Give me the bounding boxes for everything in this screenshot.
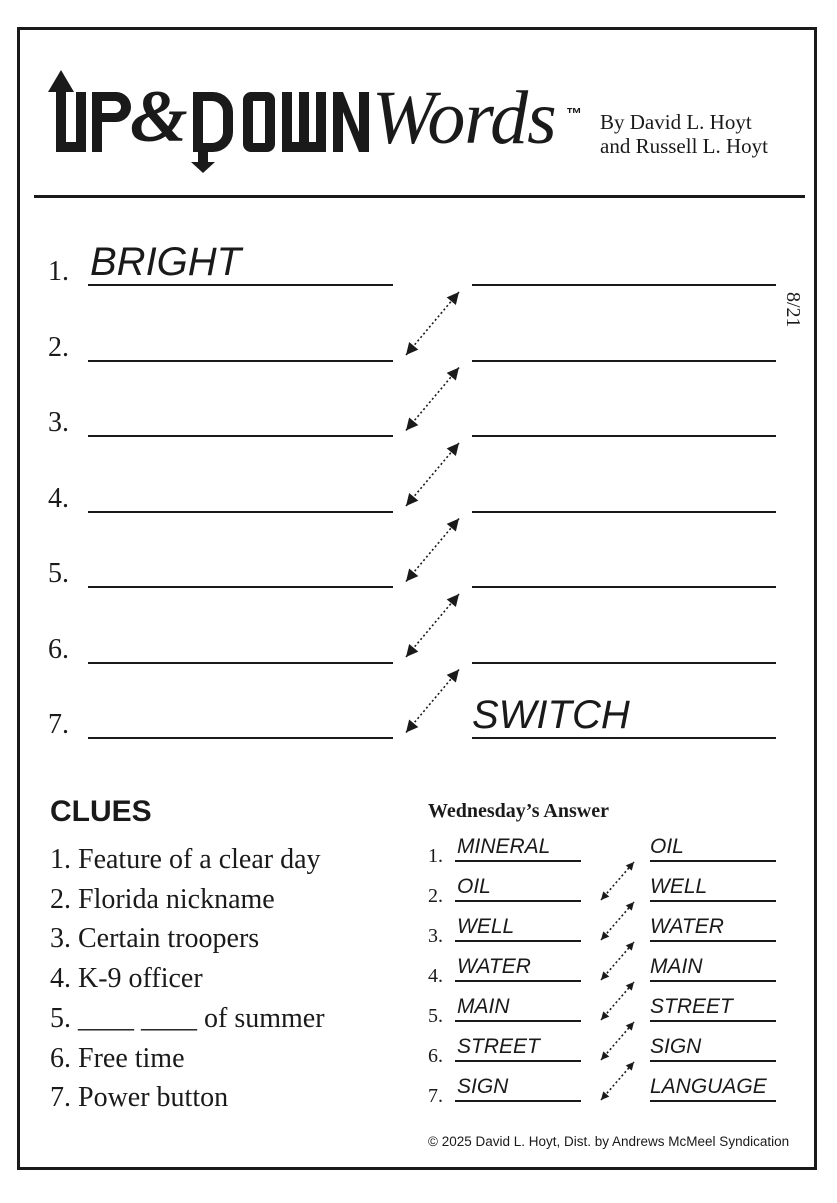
- answer-word-right: MAIN: [650, 955, 703, 978]
- row-number: 3.: [48, 407, 69, 438]
- answer-row-number: 4.: [428, 965, 443, 987]
- logo-ampersand: &: [130, 76, 188, 158]
- answer-word-left: MINERAL: [457, 835, 551, 858]
- row-number: 4.: [48, 482, 69, 514]
- answer-word-left: SIGN: [457, 1075, 509, 1098]
- answer-row-number: 6.: [428, 1045, 443, 1067]
- answer-word-right: WELL: [650, 875, 708, 898]
- clue-item: 4. K-9 officer: [50, 963, 203, 995]
- clue-item: 2. Florida nickname: [50, 883, 275, 915]
- answer-word-right: WATER: [650, 915, 724, 938]
- previous-answer-title: Wednesday’s Answer: [428, 800, 609, 822]
- diagonal-arrow-icon: [601, 982, 634, 1020]
- clue-item: 5. ____ ____ of summer: [50, 1002, 325, 1034]
- trademark-symbol: ™: [566, 106, 582, 123]
- answer-word-right: STREET: [650, 995, 733, 1018]
- puzzle-date: 8/21: [782, 292, 804, 328]
- answer-word-left: MAIN: [457, 995, 510, 1018]
- copyright: © 2025 David L. Hoyt, Dist. by Andrews McMeel Syndication: [428, 1134, 790, 1149]
- diagonal-arrow-icon: [601, 942, 634, 980]
- answer-row-number: 5.: [428, 1005, 443, 1027]
- answer-word-right: OIL: [650, 835, 684, 858]
- diagonal-arrow-icon: [601, 1062, 634, 1100]
- answer-row-number: 2.: [428, 885, 443, 907]
- clue-item: 7. Power button: [50, 1082, 229, 1114]
- answer-word-right: LANGUAGE: [650, 1075, 767, 1098]
- clue-item: 6. Free time: [50, 1042, 185, 1074]
- answer-word-right: SIGN: [650, 1035, 702, 1058]
- given-word-right: SWITCH: [472, 693, 630, 737]
- answer-row-number: 1.: [428, 845, 443, 867]
- clue-item: 1. Feature of a clear day: [50, 844, 321, 875]
- row-number: 6.: [48, 633, 69, 665]
- diagonal-arrow-icon: [601, 862, 634, 900]
- answer-row-number: 7.: [428, 1085, 443, 1107]
- diagonal-arrow-icon: [601, 1022, 634, 1060]
- byline: By David L. Hoyt and Russell L. Hoyt: [600, 110, 768, 158]
- diagonal-arrow-icon: [601, 902, 634, 940]
- answer-word-left: STREET: [457, 1035, 540, 1058]
- answer-word-left: OIL: [457, 875, 491, 898]
- clue-item: 3. Certain troopers: [50, 923, 260, 955]
- answer-row-number: 3.: [428, 925, 443, 947]
- logo-words: Words: [372, 76, 556, 160]
- row-number: 7.: [48, 709, 69, 740]
- answer-word-left: WELL: [457, 915, 515, 938]
- row-number: 1.: [48, 256, 69, 287]
- given-word-left: BRIGHT: [90, 240, 242, 284]
- answer-word-left: WATER: [457, 955, 531, 978]
- row-number: 2.: [48, 331, 69, 363]
- row-number: 5.: [48, 558, 69, 589]
- clues-title: CLUES: [50, 795, 152, 828]
